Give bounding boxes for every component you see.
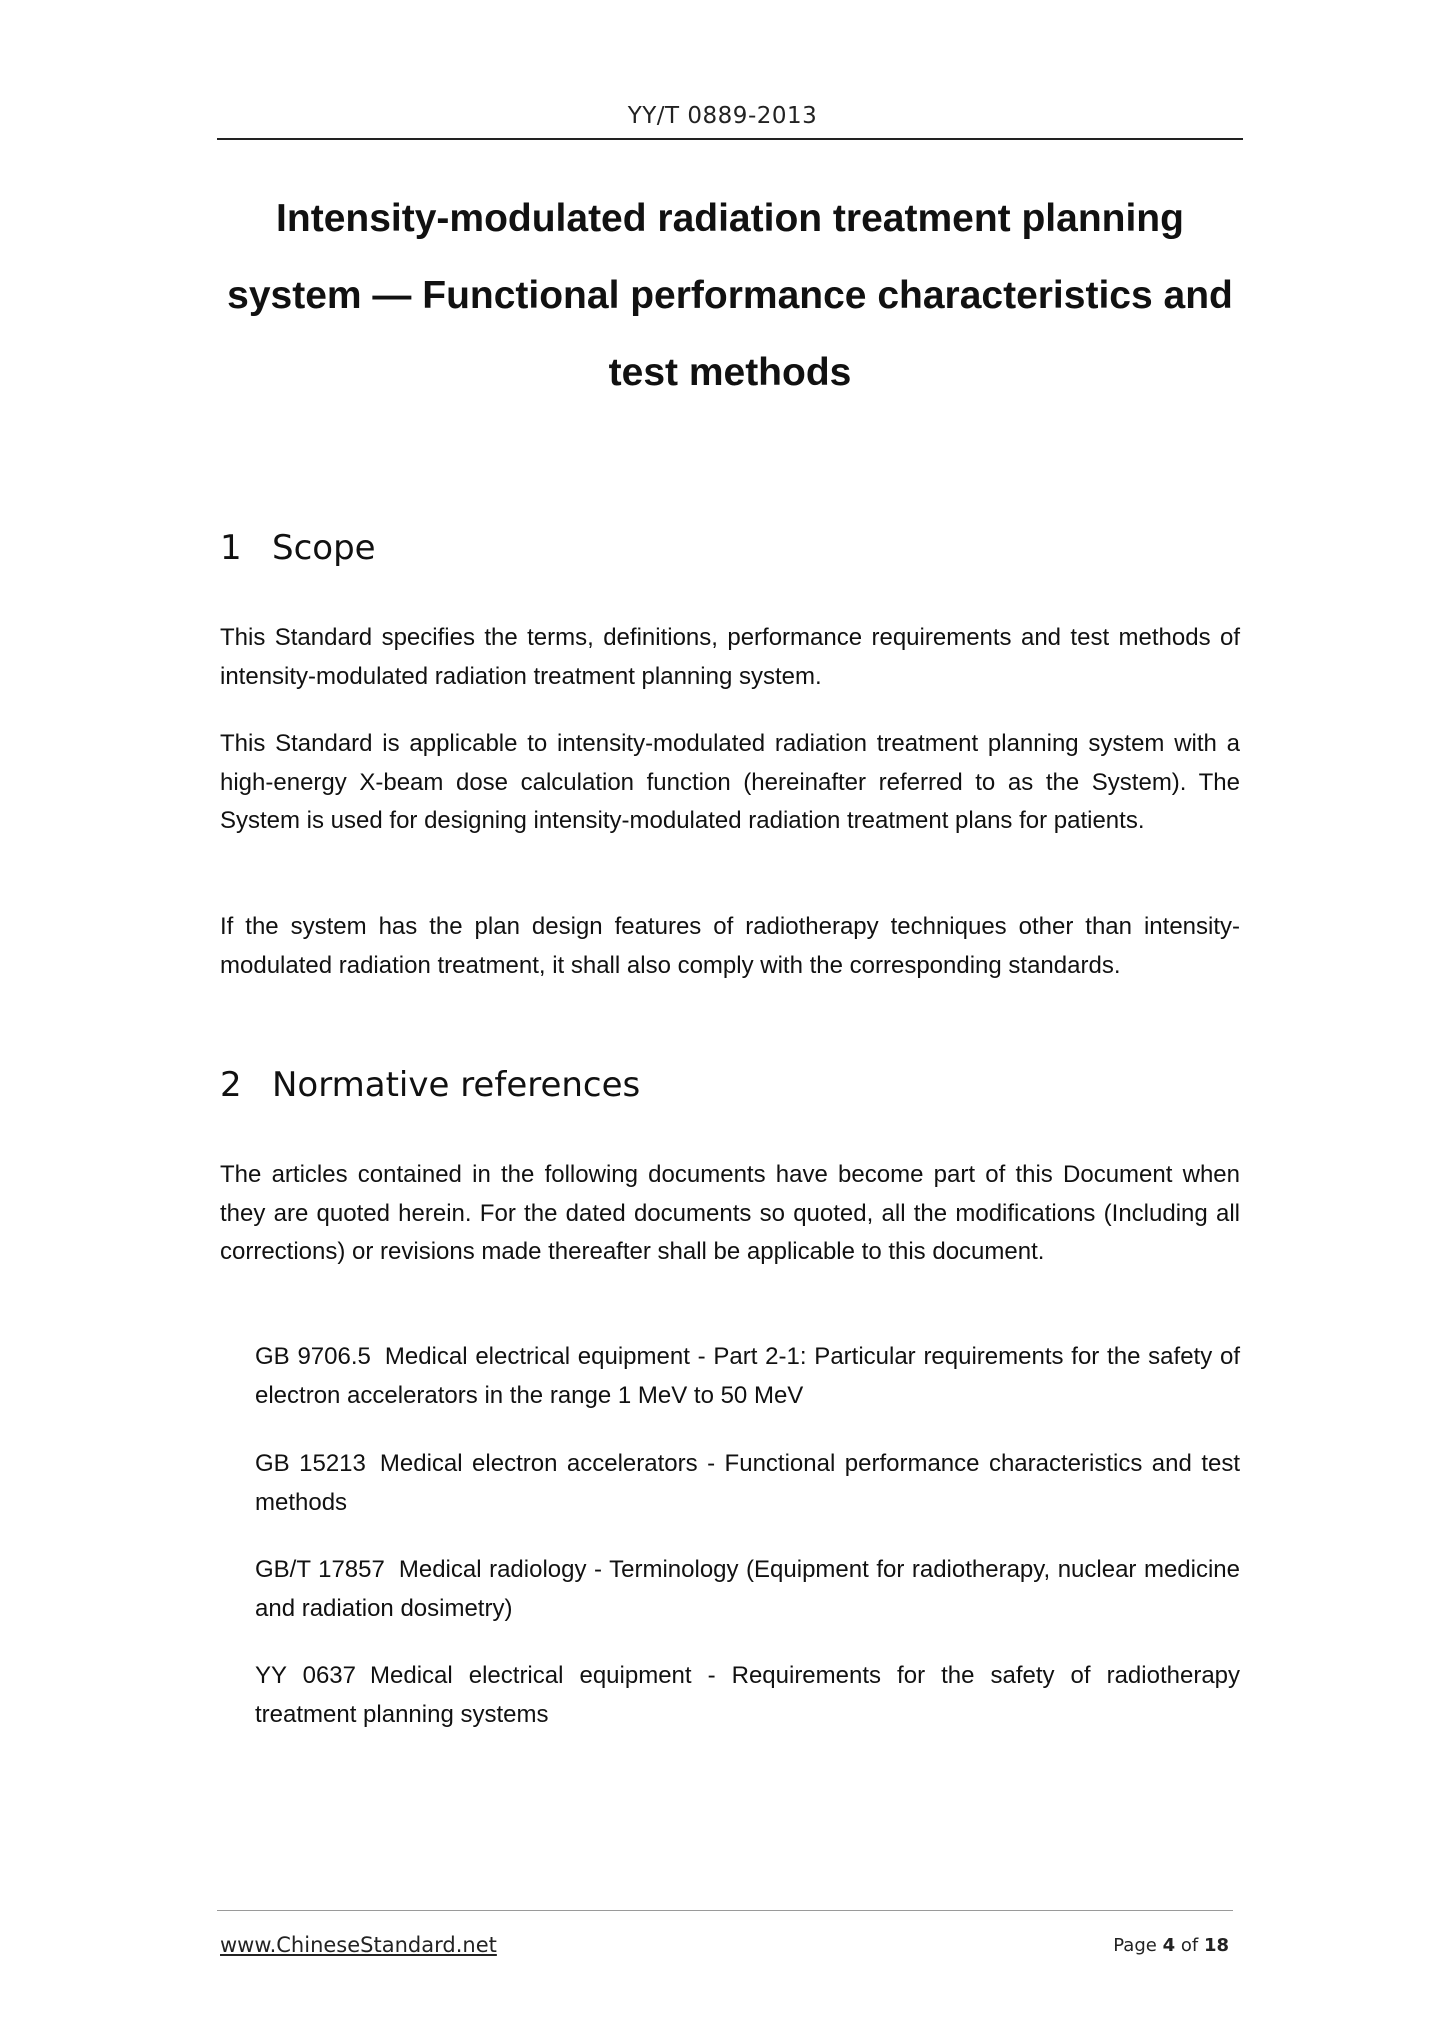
scope-paragraph-3: If the system has the plan design features of radiotherapy techniques other than intensity-modulated radiation treatment, it shall also comply with the corresponding standards. <box>220 913 1240 979</box>
reference-item <box>255 1338 1240 1415</box>
reference-item <box>255 1657 1240 1734</box>
reference-item <box>255 1445 1240 1522</box>
section-1-title: Scope <box>272 528 376 568</box>
footer-website-link[interactable]: www.ChineseStandard.net <box>220 1933 497 1957</box>
section-1-number: 1 <box>220 528 242 568</box>
title-line-2: system — Functional performance characteristics and <box>227 274 1233 317</box>
page-of-label: of <box>1180 1935 1199 1956</box>
footer-rule <box>217 1910 1233 1911</box>
title-line-3: test methods <box>608 351 852 394</box>
section-2-heading <box>220 1065 640 1105</box>
document-title <box>200 180 1260 411</box>
scope-paragraph-2: This Standard is applicable to intensity-modulated radiation treatment planning system with a high-energy X-beam dose calculation function (hereinafter referred to as the System). The System is used for designing intensity-modulated radiation treatment plans for patients. <box>220 730 1240 834</box>
section-2-title: Normative references <box>272 1065 641 1105</box>
reference-item <box>255 1551 1240 1628</box>
header-rule <box>217 138 1243 140</box>
section-1-heading <box>220 528 376 568</box>
reference-code: GB 15213 <box>255 1450 366 1477</box>
title-line-1: Intensity-modulated radiation treatment planning <box>276 197 1184 240</box>
scope-paragraph-1: This Standard specifies the terms, definitions, performance requirements and test methods of intensity-modulated radiation treatment planning system. <box>220 624 1240 690</box>
header-doc-code: YY/T 0889-2013 <box>627 103 818 129</box>
page-current: 4 <box>1162 1935 1176 1956</box>
section-2-number: 2 <box>220 1065 242 1105</box>
reference-title: Medical electrical equipment - Requirements for the safety of radiotherapy treatment planning systems <box>255 1662 1241 1728</box>
reference-title: Medical electron accelerators - Functional performance characteristics and test methods <box>255 1450 1240 1516</box>
page-label: Page <box>1113 1935 1157 1956</box>
reference-code: GB/T 17857 <box>255 1556 385 1583</box>
reference-code: YY 0637 <box>255 1662 357 1689</box>
reference-code: GB 9706.5 <box>255 1343 371 1370</box>
page-total: 18 <box>1203 1935 1229 1956</box>
normative-intro-paragraph: The articles contained in the following documents have become part of this Document when they are quoted herein. For the dated documents so quoted, all the modifications (Including all corrections) or revisions made thereafter shall be applicable to this document. <box>220 1161 1240 1265</box>
reference-title: Medical electrical equipment - Part 2-1: Particular requirements for the safety of electron accelerators in the range 1 MeV to 50 MeV <box>255 1343 1240 1409</box>
footer-page-number <box>1113 1935 1229 1956</box>
reference-title: Medical radiology - Terminology (Equipment for radiotherapy, nuclear medicine and radiation dosimetry) <box>255 1556 1241 1622</box>
